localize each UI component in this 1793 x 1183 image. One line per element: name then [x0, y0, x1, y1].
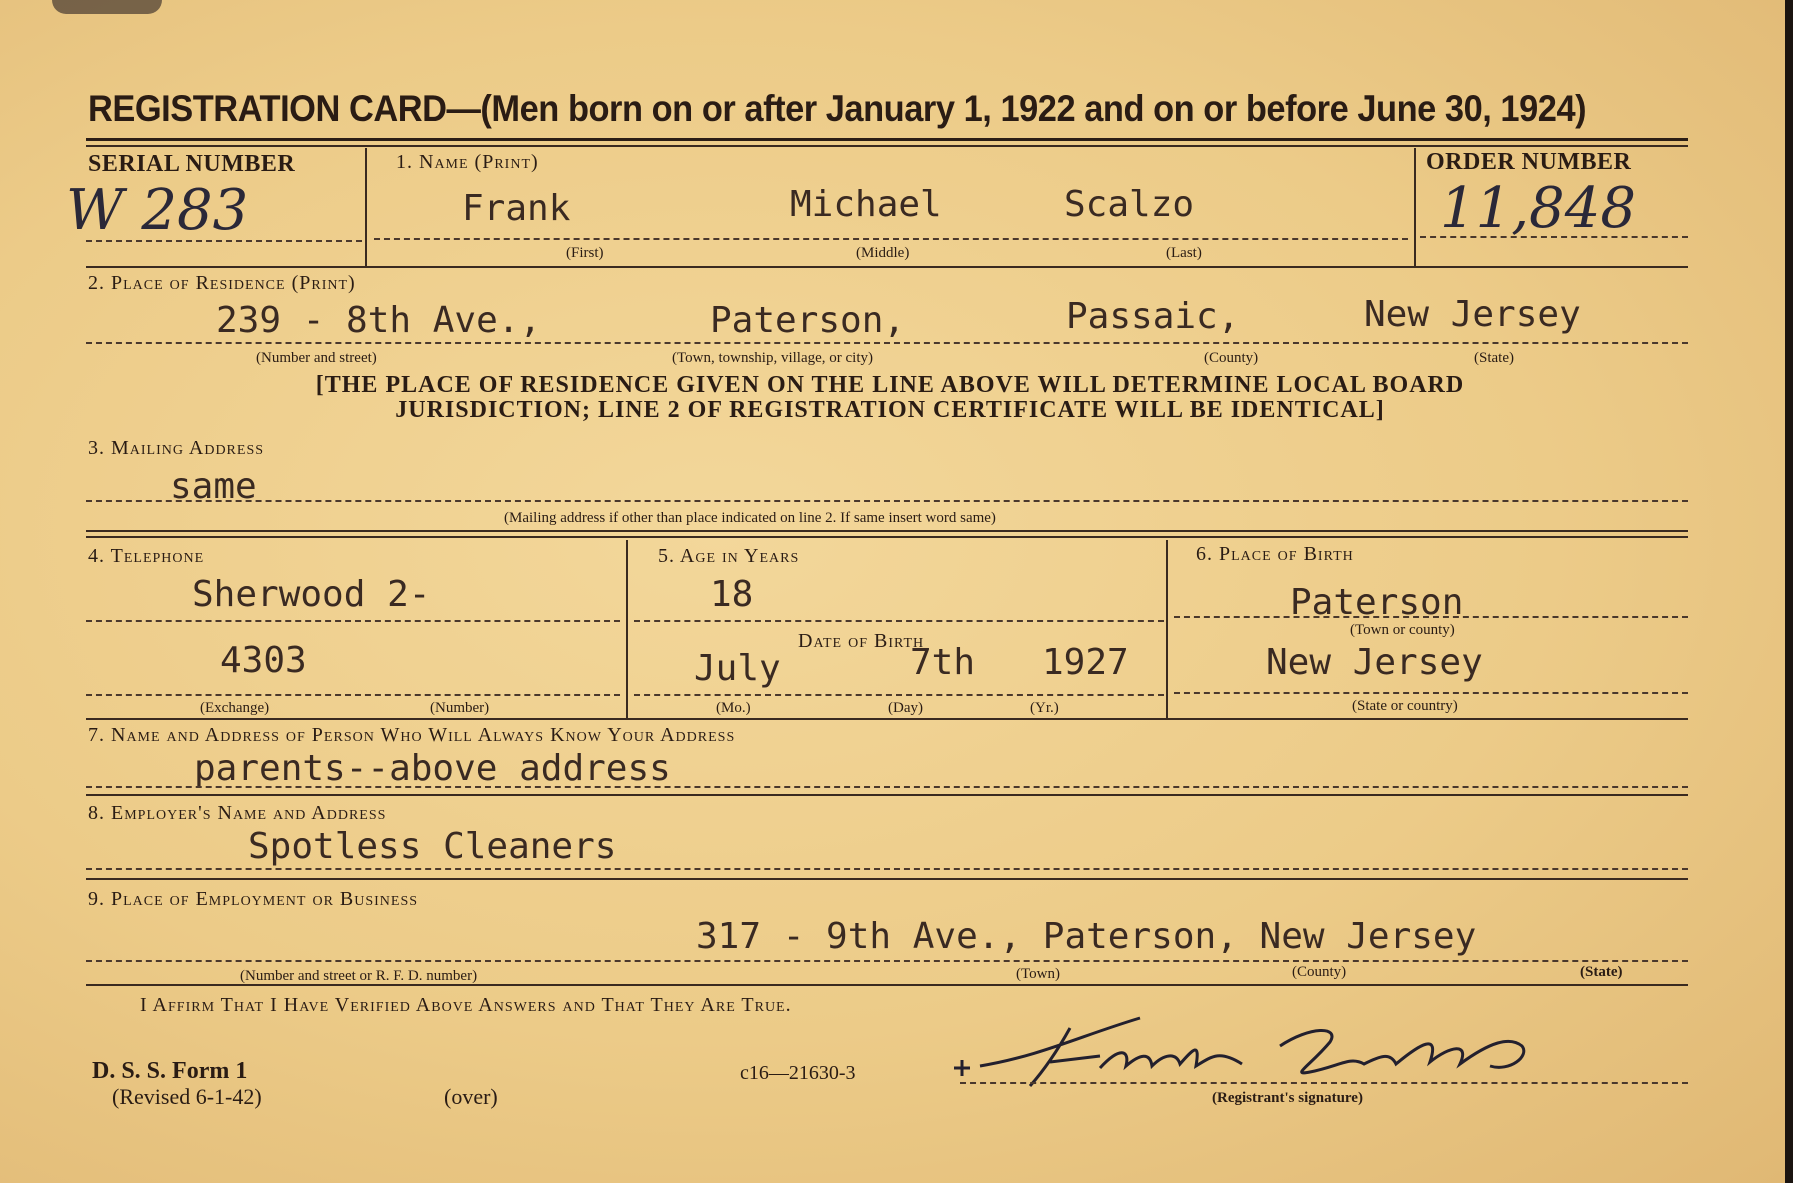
row9-rule	[86, 984, 1688, 986]
last-name: Scalzo	[1064, 184, 1195, 225]
employment-value: 317 - 9th Ave., Paterson, New Jersey	[696, 916, 1477, 957]
dob-month: July	[694, 648, 781, 689]
row3-rule-2	[86, 536, 1688, 538]
mailing-value: same	[170, 466, 257, 507]
middle-caption: (Middle)	[856, 245, 910, 261]
dob-day: 7th	[910, 642, 976, 683]
serial-line	[86, 240, 362, 242]
order-line	[1420, 236, 1688, 238]
dob-year-caption: (Yr.)	[1030, 700, 1059, 716]
birthplace-town-line	[1174, 616, 1688, 618]
employer-line	[86, 868, 1688, 870]
title-rule	[86, 138, 1688, 141]
last-caption: (Last)	[1166, 245, 1202, 261]
birthplace-state: New Jersey	[1266, 642, 1483, 683]
serial-divider	[365, 148, 367, 266]
row4-rule	[86, 718, 1688, 720]
residence-town-caption: (Town, township, village, or city)	[672, 350, 873, 366]
contact-value: parents--above address	[194, 748, 671, 789]
contact-label: 7. Name and Address of Person Who Will Always Know Your Address	[88, 724, 736, 746]
residence-county-caption: (County)	[1204, 350, 1259, 366]
serial-number-value: W 283	[66, 178, 249, 243]
employment-line	[86, 960, 1688, 962]
dob-label: Date of Birth	[798, 630, 925, 652]
mailing-label: 3. Mailing Address	[88, 437, 265, 459]
residence-label: 2. Place of Residence (Print)	[88, 272, 356, 294]
employment-street-caption: (Number and street or R. F. D. number)	[240, 968, 478, 984]
telephone-number: 4303	[220, 640, 307, 681]
telephone-number-caption: (Number)	[430, 700, 490, 716]
name-line	[374, 238, 1408, 240]
employer-label: 8. Employer's Name and Address	[88, 802, 387, 824]
order-number-value: 11,848	[1440, 176, 1636, 241]
telephone-divider	[626, 540, 628, 718]
serial-number-label: SERIAL NUMBER	[88, 151, 296, 177]
employment-town-caption: (Town)	[1016, 966, 1060, 982]
scan-edge	[1785, 0, 1793, 1183]
name-label: 1. Name (Print)	[396, 151, 539, 173]
mailing-line	[86, 500, 1688, 502]
employment-county-caption: (County)	[1292, 964, 1347, 980]
row3-rule	[86, 530, 1688, 532]
dob-month-caption: (Mo.)	[716, 700, 751, 716]
birthplace-town-caption: (Town or county)	[1350, 622, 1455, 638]
jurisdiction-notice-line1: [THE PLACE OF RESIDENCE GIVEN ON THE LINE ABOVE WILL DETERMINE LOCAL BOARD	[315, 372, 1465, 398]
mailing-caption: (Mailing address if other than place indicated on line 2. If same insert word same)	[504, 510, 996, 526]
residence-state: New Jersey	[1364, 294, 1581, 335]
residence-town: Paterson,	[710, 300, 906, 341]
residence-street-caption: (Number and street)	[256, 350, 377, 366]
order-divider	[1414, 148, 1416, 266]
order-number-label: ORDER NUMBER	[1426, 149, 1632, 175]
row1-rule	[86, 266, 1688, 268]
dob-line	[634, 694, 1164, 696]
age-divider	[1166, 540, 1168, 718]
telephone-exchange: Sherwood 2-	[192, 574, 431, 615]
signature-caption: (Registrant's signature)	[1212, 1090, 1363, 1106]
residence-street: 239 - 8th Ave.,	[216, 300, 542, 341]
middle-name: Michael	[790, 184, 942, 225]
employment-label: 9. Place of Employment or Business	[88, 888, 419, 910]
telephone-line-1	[86, 620, 620, 622]
form-name: D. S. S. Form 1	[92, 1058, 248, 1084]
age-line	[634, 620, 1164, 622]
first-name: Frank	[462, 188, 571, 229]
birthplace-town: Paterson	[1290, 582, 1464, 623]
affirmation: I Affirm That I Have Verified Above Answers and That They Are True.	[140, 994, 792, 1016]
age-value: 18	[710, 574, 754, 615]
form-code: c16—21630-3	[740, 1062, 856, 1084]
title-rule-2	[86, 145, 1688, 147]
residence-state-caption: (State)	[1474, 350, 1514, 366]
row7-rule	[86, 794, 1688, 796]
birthplace-label: 6. Place of Birth	[1196, 543, 1354, 565]
employment-state-caption: (State)	[1580, 964, 1623, 980]
first-caption: (First)	[566, 245, 604, 261]
signature-line	[960, 1082, 1688, 1084]
jurisdiction-notice-line2: JURISDICTION; LINE 2 OF REGISTRATION CERTIFICATE WILL BE IDENTICAL]	[395, 397, 1385, 423]
dob-day-caption: (Day)	[888, 700, 923, 716]
contact-line	[86, 786, 1688, 788]
telephone-exchange-caption: (Exchange)	[200, 700, 270, 716]
residence-county: Passaic,	[1066, 296, 1240, 337]
row8-rule	[86, 878, 1688, 880]
telephone-line-2	[86, 694, 620, 696]
telephone-label: 4. Telephone	[88, 545, 205, 567]
form-over: (over)	[444, 1084, 498, 1109]
employer-value: Spotless Cleaners	[248, 826, 617, 867]
paper-stain	[52, 0, 162, 14]
age-label: 5. Age in Years	[658, 545, 800, 567]
form-revised: (Revised 6-1-42)	[112, 1084, 262, 1109]
card-title: REGISTRATION CARD—(Men born on or after January 1, 1922 and on or before June 30, 1924)	[88, 88, 1587, 129]
dob-year: 1927	[1042, 642, 1129, 683]
birthplace-state-line	[1174, 692, 1688, 694]
residence-line	[86, 342, 1688, 344]
birthplace-state-caption: (State or country)	[1352, 698, 1458, 714]
